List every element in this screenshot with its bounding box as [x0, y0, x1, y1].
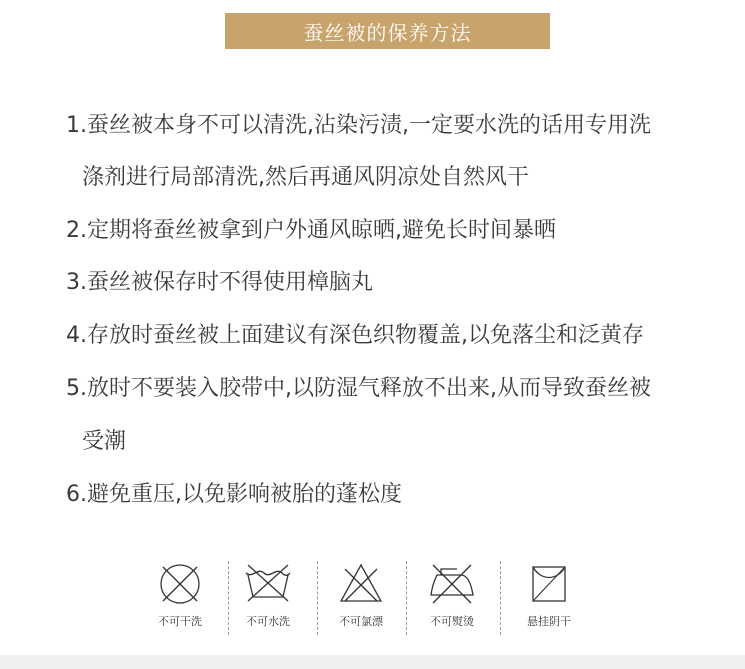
- care-item-6: 6.避免重压,以免影响被胎的蓬松度: [66, 482, 402, 507]
- care-icon-label: 不可熨烫: [430, 615, 474, 628]
- no-wash-icon: [242, 561, 294, 607]
- care-item-3: 3.蚕丝被保存时不得使用樟脑丸: [66, 270, 373, 295]
- care-icon-label: 不可氯漂: [339, 615, 383, 628]
- title-banner: [225, 13, 550, 49]
- hang-dry-shade-icon: [529, 561, 569, 607]
- care-item-5-line-1: 5.放时不要装入胶带中,以防湿气释放不出来,从而导致蚕丝被: [66, 376, 651, 401]
- care-item-1-line-2: 涤剂进行局部清洗,然后再通风阴凉处自然风干: [82, 165, 529, 190]
- care-item-4: 4.存放时蚕丝被上面建议有深色织物覆盖,以免落尘和泛黄存: [66, 323, 644, 348]
- divider: [317, 561, 318, 635]
- no-iron-icon: [427, 561, 477, 607]
- care-icon-no-dry-clean: [140, 557, 220, 639]
- divider: [406, 561, 407, 635]
- care-icon-label: 不可干洗: [158, 615, 202, 628]
- care-icons-row: [140, 557, 590, 639]
- care-icon-label: 不可水洗: [246, 615, 290, 628]
- care-icon-no-bleach: [321, 557, 401, 639]
- care-item-5-line-2: 受潮: [82, 429, 127, 454]
- no-bleach-icon: [337, 561, 385, 607]
- care-item-2: 2.定期将蚕丝被拿到户外通风晾晒,避免长时间暴晒: [66, 218, 556, 243]
- no-dry-clean-icon: [157, 561, 203, 607]
- care-item-1-line-1: 1.蚕丝被本身不可以清洗,沾染污渍,一定要水洗的话用专用洗: [66, 113, 651, 138]
- care-icon-no-wash: [228, 557, 308, 639]
- divider: [500, 561, 501, 635]
- footer-strip: [0, 655, 745, 669]
- care-icon-no-iron: [412, 557, 492, 639]
- care-icon-label: 悬挂阴干: [527, 615, 571, 628]
- page-title: 蚕丝被的保养方法: [303, 20, 472, 45]
- care-icon-hang-dry-shade: [509, 557, 589, 639]
